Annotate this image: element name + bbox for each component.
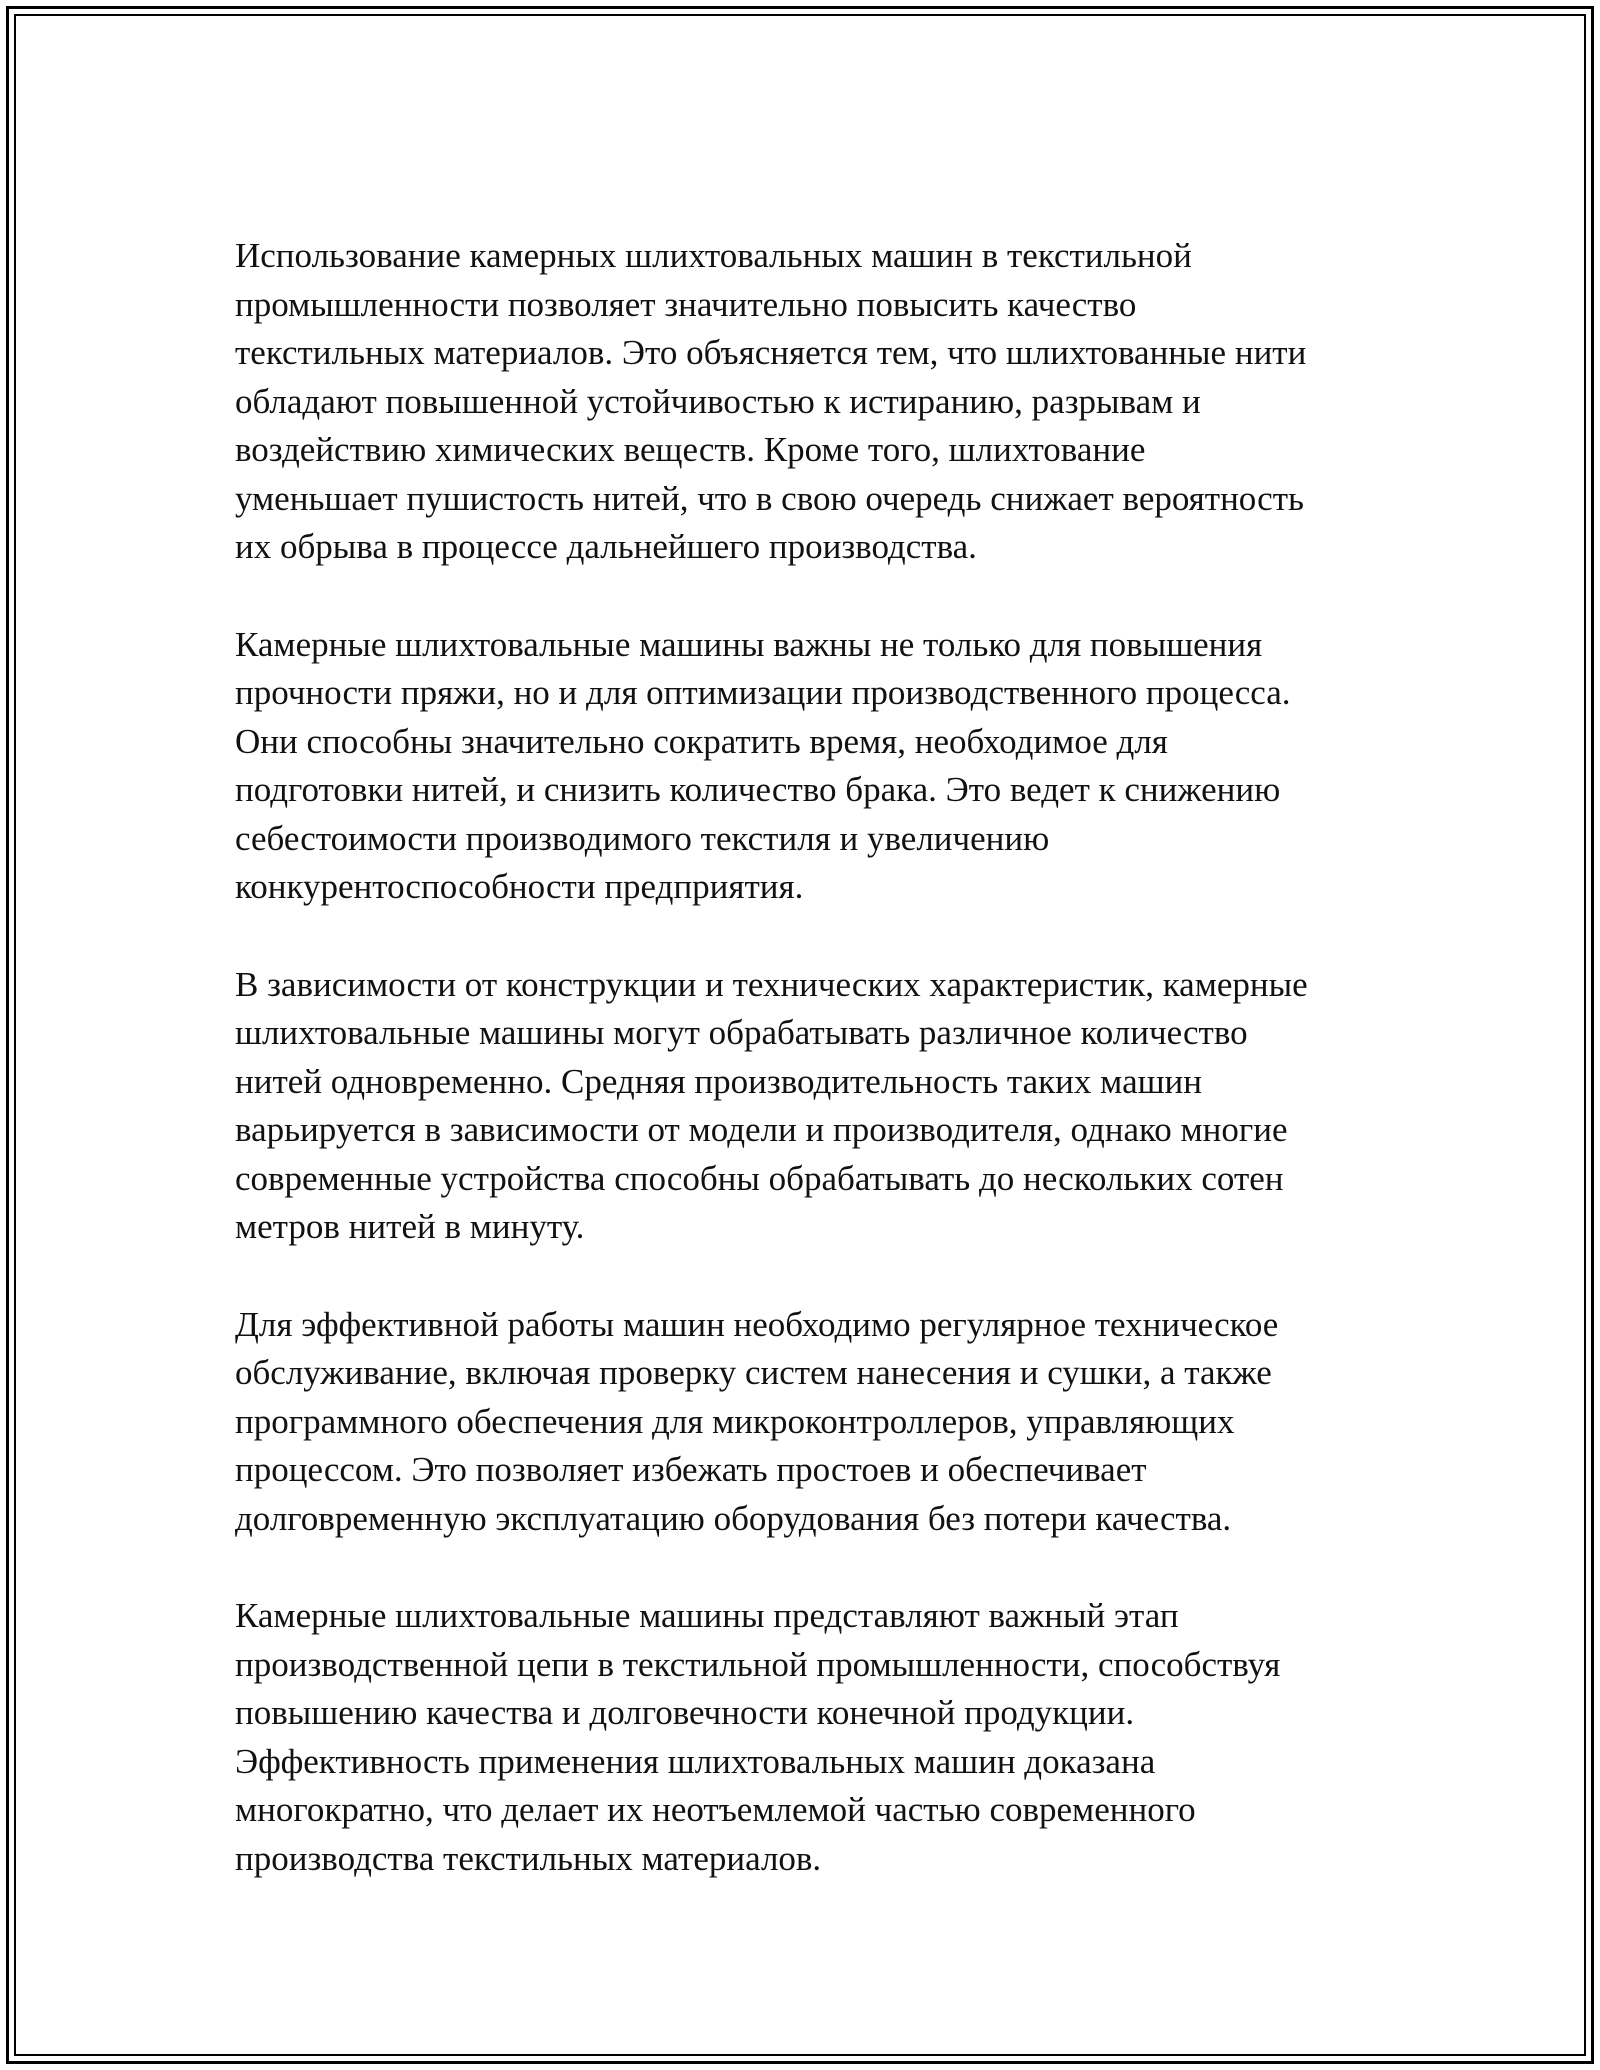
paragraph-2: Камерные шлихтовальные машины важны не только для повышения прочности пряжи, но и для оптимизации производственного процесса. Они способны значительно сократить время, необходимое для подготовки нитей, и снизить количество брака. Это ведет к снижению себестоимости производимого текстиля и увеличению конкурентоспособности предприятия. [235, 624, 1291, 906]
paragraph-5: Камерные шлихтовальные машины представляют важный этап производственной цепи в текстильной промышленности, способствуя повышению качества и долговечности конечной продукции. Эффективность применения шлихтовальных машин доказана многократно, что делает их неотъемлемой частью современного производства текстильных материалов. [235, 1596, 1281, 1878]
paragraph-1: Использование камерных шлихтовальных машин в текстильной промышленности позволяет значительно повысить качество текстильных материалов. Это объясняется тем, что шлихтованные нити обладают повышенной устойчивостью к истиранию, разрывам и воздействию химических веществ. Кроме того, шлихтование уменьшает пушистость нитей, что в свою очередь снижает вероятность их обрыва в процессе дальнейшего производства. [235, 236, 1307, 566]
document-body [235, 232, 1415, 1932]
paragraph-3: В зависимости от конструкции и технических характеристик, камерные шлихтовальные машины могут обрабатывать различное количество нитей одновременно. Средняя производительность таких машин варьируется в зависимости от модели и производителя, однако многие современные устройства способны обрабатывать до нескольких сотен метров нитей в минуту. [235, 964, 1308, 1246]
paragraph-4: Для эффективной работы машин необходимо регулярное техническое обслуживание, включая проверку систем нанесения и сушки, а также программного обеспечения для микроконтроллеров, управляющих процессом. Это позволяет избежать простоев и обеспечивает долговременную эксплуатацию оборудования без потери качества. [235, 1304, 1279, 1538]
